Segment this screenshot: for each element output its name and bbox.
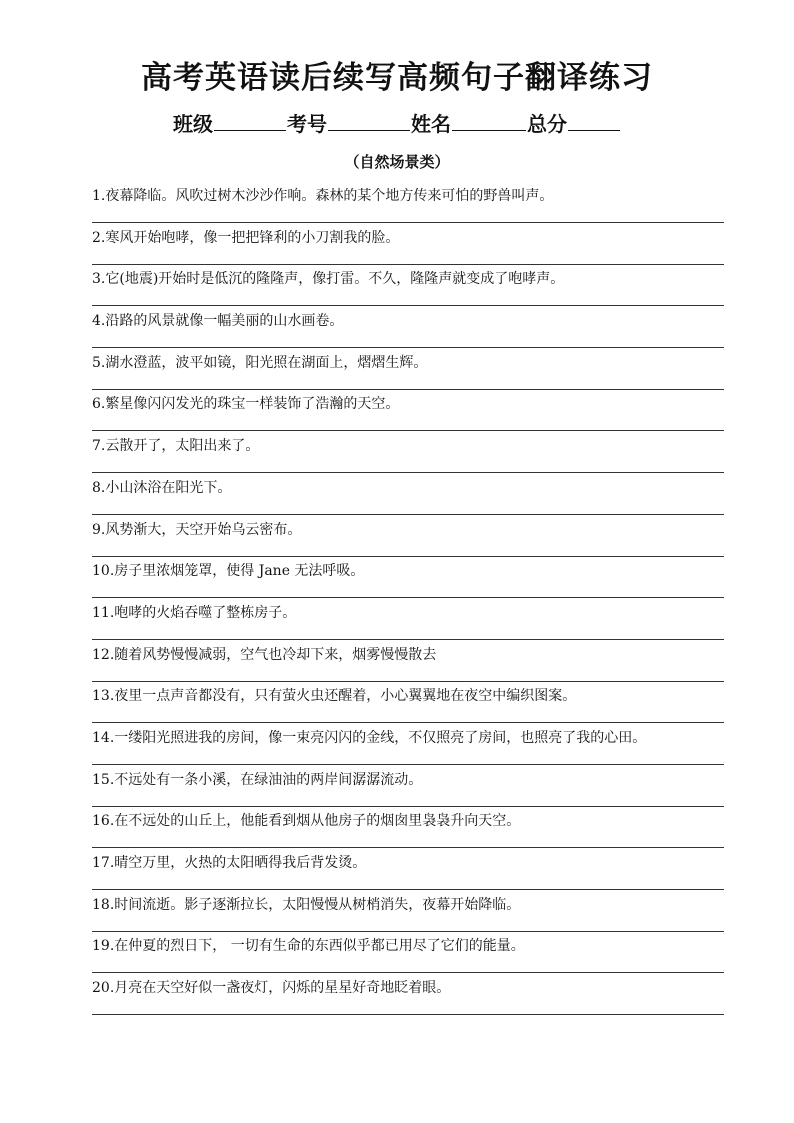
- exercise-prompt: [92, 478, 231, 498]
- exercise-item: [90, 473, 724, 515]
- exercise-prompt: [92, 853, 366, 873]
- exercise-item: [90, 389, 724, 431]
- class-blank[interactable]: [214, 108, 286, 131]
- exercise-number: 10.: [92, 563, 115, 580]
- exam-number-blank[interactable]: [328, 108, 410, 131]
- exercise-prompt: [92, 770, 422, 790]
- exercise-item: [90, 348, 724, 390]
- exercise-sentence: 湖水澄蓝，波平如镜，阳光照在湖面上，熠熠生辉。: [105, 354, 428, 371]
- exercise-sentence: 随着风势慢慢减弱，空气也冷却下来，烟雾慢慢散去: [114, 646, 437, 663]
- exercise-sentence: 晴空万里，火热的太阳晒得我后背发烫。: [114, 855, 367, 871]
- exercise-sentence: 咆哮的火焰吞噬了整栋房子。: [114, 604, 297, 621]
- exercise-number: 8.: [92, 479, 106, 496]
- class-label: 班级: [173, 112, 213, 136]
- exercise-number: 20.: [92, 980, 115, 997]
- exercise-number: 2.: [92, 229, 106, 246]
- exercise-prompt: [92, 895, 520, 915]
- exercise-item: [90, 306, 724, 348]
- exercise-prompt: [92, 561, 364, 581]
- exercise-number: 19.: [92, 938, 115, 955]
- exercise-item: [90, 181, 724, 223]
- exercise-number: 14.: [92, 729, 115, 746]
- exercise-sentence: 一缕阳光照进我的房间，像一束亮闪闪的金线，不仅照亮了房间，也照亮了我的心田。: [114, 729, 647, 746]
- exercise-item: [90, 973, 724, 1015]
- exercise-item: [90, 515, 724, 557]
- exercise-sentence: 夜里一点声音都没有，只有萤火虫还醒着，小心翼翼地在夜空中编织图案。: [114, 688, 577, 705]
- exercise-prompt: [92, 394, 399, 414]
- exercise-sentence: 小山沐浴在阳光下。: [105, 479, 232, 496]
- exercise-sentence: 不远处有一条小溪，在绿油油的两岸间潺潺流动。: [114, 771, 423, 788]
- exercise-number: 15.: [92, 771, 115, 788]
- exercise-item: [90, 223, 724, 265]
- exercise-prompt: [92, 228, 399, 248]
- exercise-item: [90, 848, 724, 890]
- exercise-prompt: [92, 645, 436, 665]
- student-info-row: [0, 108, 794, 140]
- exercise-item: [90, 723, 724, 765]
- exercise-sentence: 风势渐大，天空开始乌云密布。: [105, 521, 302, 538]
- exercise-number: 6.: [92, 396, 106, 413]
- exercise-prompt: [92, 520, 301, 540]
- exercise-prompt: [92, 936, 525, 956]
- exercise-item: [90, 431, 724, 473]
- exercise-prompt: [92, 436, 259, 456]
- exercise-sentence: 云散开了，太阳出来了。: [105, 438, 260, 455]
- exercise-list: [90, 181, 724, 1015]
- exercise-item: [90, 681, 724, 723]
- exercise-sentence: 房子里浓烟笼罩，使得 Jane 无法呼吸。: [114, 563, 365, 580]
- exercise-item: [90, 556, 724, 598]
- exercise-prompt: [92, 603, 296, 623]
- exercise-item: [90, 806, 724, 848]
- exercise-prompt: [92, 353, 427, 373]
- exercise-sentence: 寒风开始咆哮，像一把把锋利的小刀割我的脸。: [105, 229, 400, 246]
- exercise-item: [90, 931, 724, 973]
- exercise-prompt: [92, 311, 343, 331]
- exercise-number: 17.: [92, 855, 115, 871]
- exercise-item: [90, 765, 724, 807]
- exercise-prompt: [92, 728, 646, 748]
- score-label: 总分: [527, 112, 567, 136]
- exercise-number: 3.: [92, 271, 106, 288]
- exercise-item: [90, 264, 724, 306]
- exercise-number: 5.: [92, 354, 106, 371]
- answer-line[interactable]: [92, 1014, 724, 1015]
- exercise-sentence: 沿路的风景就像一幅美丽的山水画卷。: [105, 313, 344, 330]
- exercise-number: 12.: [92, 646, 115, 663]
- exercise-sentence: 繁星像闪闪发光的珠宝一样装饰了浩瀚的天空。: [105, 396, 400, 413]
- exercise-prompt: [92, 269, 564, 289]
- exercise-number: 13.: [92, 688, 115, 705]
- exercise-number: 9.: [92, 521, 106, 538]
- exercise-sentence: 在仲夏的烈日下， 一切有生命的东西似乎都已用尽了它们的能量。: [114, 938, 525, 955]
- exercise-number: 1.: [92, 188, 106, 204]
- exercise-item: [90, 640, 724, 682]
- exercise-prompt: [92, 978, 450, 998]
- exam-number-label: 考号: [287, 112, 327, 136]
- name-blank[interactable]: [452, 108, 526, 131]
- exercise-sentence: 它(地震)开始时是低沉的隆隆声，像打雷。不久，隆隆声就变成了咆哮声。: [105, 271, 565, 288]
- category-subtitle: （自然场景类）: [344, 153, 450, 171]
- name-label: 姓名: [411, 112, 451, 136]
- exercise-number: 11.: [92, 604, 115, 621]
- exercise-number: 7.: [92, 438, 106, 455]
- exercise-item: [90, 598, 724, 640]
- exercise-sentence: 夜幕降临。风吹过树木沙沙作响。森林的某个地方传来可怕的野兽叫声。: [105, 188, 554, 204]
- exercise-number: 18.: [92, 896, 115, 913]
- exercise-sentence: 时间流逝。影子逐渐拉长，太阳慢慢从树梢消失，夜幕开始降临。: [114, 896, 521, 913]
- exercise-number: 4.: [92, 313, 106, 330]
- exercise-prompt: [92, 811, 520, 831]
- exercise-number: 16.: [92, 813, 115, 830]
- page-title: 高考英语读后续写高频句子翻译练习: [141, 60, 653, 96]
- exercise-prompt: [92, 186, 553, 206]
- exercise-prompt: [92, 686, 576, 706]
- exercise-sentence: 在不远处的山丘上，他能看到烟从他房子的烟囱里袅袅升向天空。: [114, 813, 521, 830]
- exercise-item: [90, 890, 724, 932]
- exercise-sentence: 月亮在天空好似一盏夜灯，闪烁的星星好奇地眨着眼。: [114, 980, 451, 997]
- score-blank[interactable]: [568, 108, 620, 131]
